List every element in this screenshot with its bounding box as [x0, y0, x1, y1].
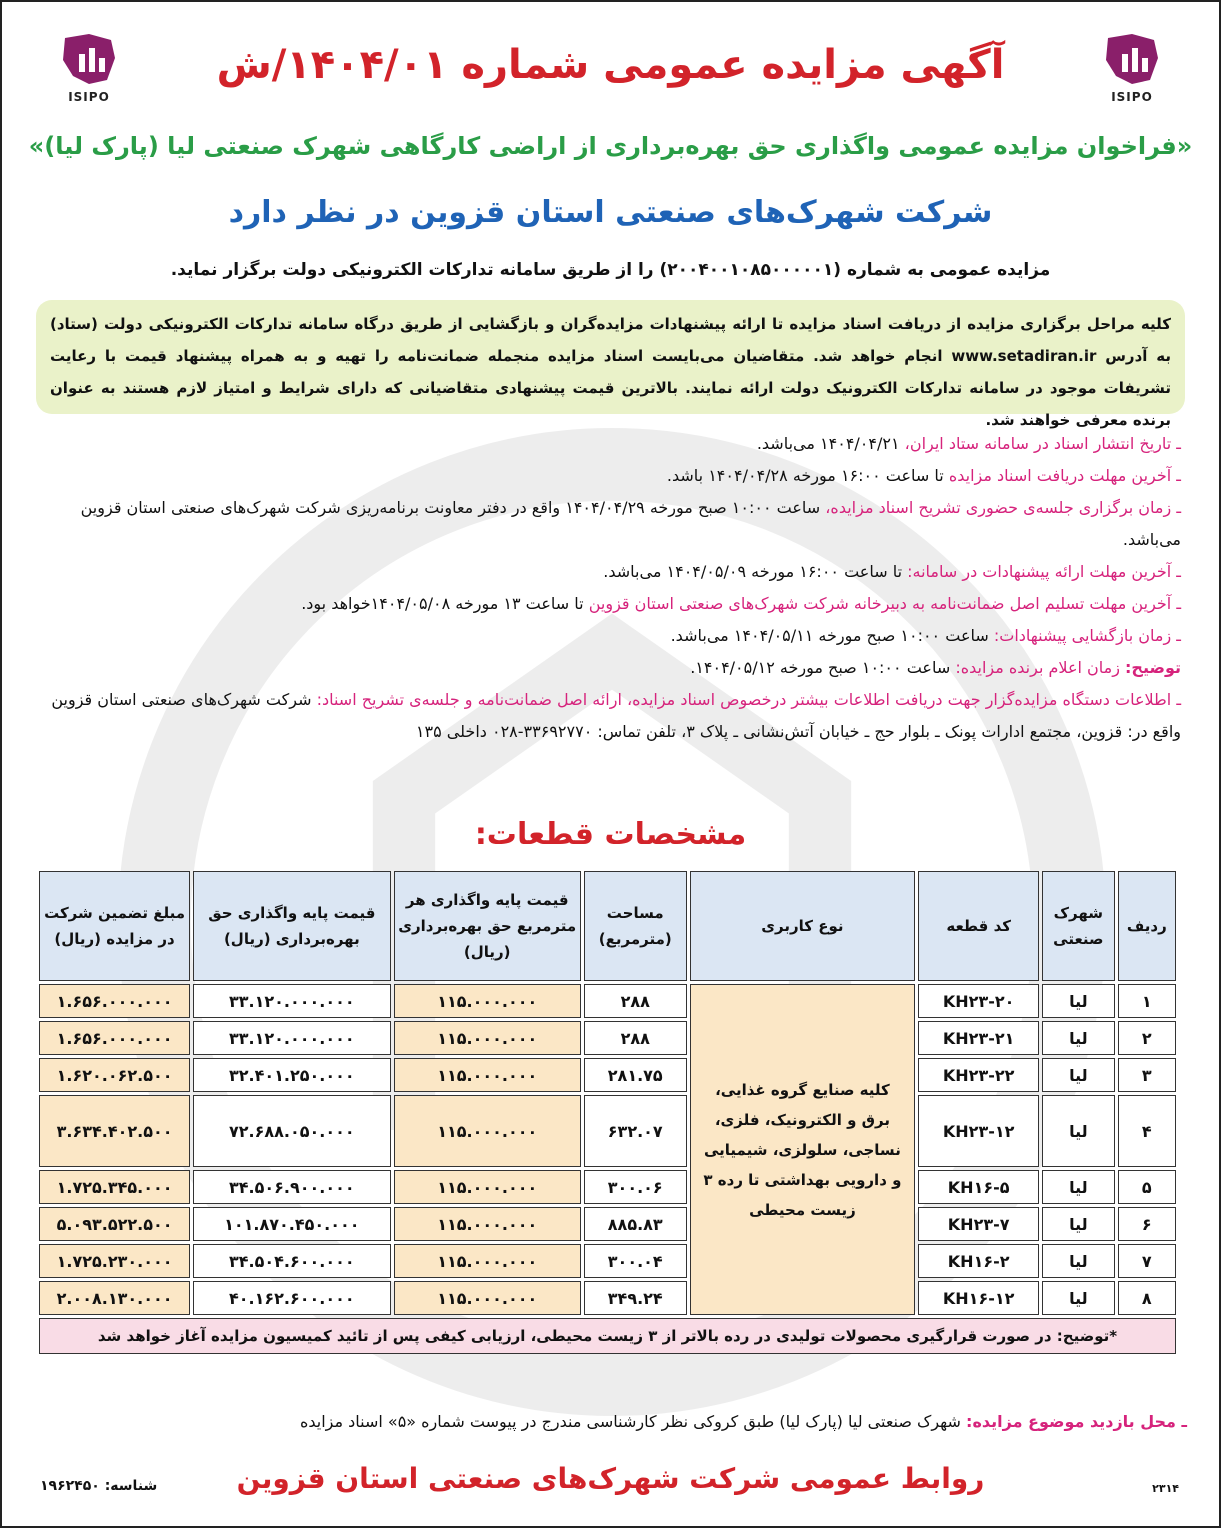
list-item: ـ اطلاعات دستگاه مزایده‌گزار جهت دریافت اطلاعات بیشتر درخصوص اسناد مزایده، ارائه اصل ضمانت‌نامه و جلسه‌ی تشریح اسناد: شرکت شهرک‌های صنعتی استان قزوین واقع در: قزوین، مجتمع ادارات پونک ـ بلوار حج ـ خیابان آتش‌نشانی ـ پلاک ۳، تلفن تماس: ۳۳۶۹۲۷۷۰-۰۲۸ داخلی ۱۳۵ [51, 690, 1181, 741]
cell-park: لیا [1042, 984, 1115, 1018]
cell-park: لیا [1042, 1207, 1115, 1241]
cell-area: ۲۸۱.۷۵ [584, 1058, 687, 1092]
plots-table [36, 868, 1179, 1357]
list-item: ـ زمان بازگشایی پیشنهادات: ساعت ۱۰:۰۰ صبح مورخه ۱۴۰۴/۰۵/۱۱ می‌باشد. [670, 626, 1181, 645]
col-unit-price: قیمت پایه واگذاری هر مترمربع حق بهره‌برداری (ریال) [394, 871, 581, 981]
visit-location: ـ محل بازدید موضوع مزایده: شهرک صنعتی لیا (پارک لیا) طبق کروکی نظر کارشناسی مندرج در پیوست شماره «۵» اسناد مزایده [299, 1412, 1187, 1431]
table-row [39, 1021, 1176, 1055]
list-item: ـ آخرین مهلت تسلیم اصل ضمانت‌نامه به دبیرخانه شرکت شهرک‌های صنعتی استان قزوین تا ساعت ۱۳ مورخه ۱۴۰۴/۰۵/۰۸خواهد بود. [301, 594, 1181, 613]
procedure-box: کلیه مراحل برگزاری مزایده از دریافت اسناد مزایده تا ارائه پیشنهادات مزایده‌گران و بازگشایی از طریق درگاه سامانه تدارکات الکترونیکی دولت (ستاد) به آدرس www.setadiran.ir انجام خواهد شد. متقاضیان می‌بایست اسناد مزایده منجمله ضمانت‌نامه را تهیه و به همراه پیشنهاد قیمت با رعایت تشریفات موجود در سامانه تدارکات الکترونیک دولت ارائه نمایند. بالاترین قیمت پیشنهادی متقاضیانی که دارای شرایط و امتیاز لازم هستند به عنوان برنده معرفی خواهند شد. [36, 300, 1185, 414]
cell-code: KH۱۶-۵ [918, 1170, 1039, 1204]
cell-guarantee: ۲.۰۰۸.۱۳۰.۰۰۰ [39, 1281, 190, 1315]
cell-unit-price: ۱۱۵.۰۰۰.۰۰۰ [394, 984, 581, 1018]
cell-code: KH۲۳-۲۰ [918, 984, 1039, 1018]
cell-area: ۲۸۸ [584, 984, 687, 1018]
cell-unit-price: ۱۱۵.۰۰۰.۰۰۰ [394, 1244, 581, 1278]
col-code: کد قطعه [918, 871, 1039, 981]
cell-row: ۴ [1118, 1095, 1176, 1167]
cell-guarantee: ۵.۰۹۳.۵۲۲.۵۰۰ [39, 1207, 190, 1241]
list-item: ـ آخرین مهلت دریافت اسناد مزایده تا ساعت ۱۶:۰۰ مورخه ۱۴۰۴/۰۴/۲۸ باشد. [666, 466, 1181, 485]
cell-park: لیا [1042, 1244, 1115, 1278]
table-row [39, 1281, 1176, 1315]
intro-line: مزایده عمومی به شماره (۲۰۰۴۰۰۱۰۸۵۰۰۰۰۰۱) را از طریق سامانه تدارکات الکترونیکی دولت برگزار نماید. [170, 260, 1051, 280]
cell-usage: کلیه صنایع گروه غذایی، برق و الکترونیک، فلزی، نساجی، سلولزی، شیمیایی و دارویی بهداشتی تا رده ۳ زیست محیطی [690, 984, 916, 1315]
cell-area: ۳۴۹.۲۴ [584, 1281, 687, 1315]
cell-unit-price: ۱۱۵.۰۰۰.۰۰۰ [394, 1207, 581, 1241]
cell-guarantee: ۱.۶۲۰.۰۶۲.۵۰۰ [39, 1058, 190, 1092]
cell-base-price: ۳۴.۵۰۴.۶۰۰.۰۰۰ [193, 1244, 390, 1278]
cell-base-price: ۳۳.۱۲۰.۰۰۰.۰۰۰ [193, 984, 390, 1018]
cell-unit-price: ۱۱۵.۰۰۰.۰۰۰ [394, 1281, 581, 1315]
cell-park: لیا [1042, 1095, 1115, 1167]
cell-unit-price: ۱۱۵.۰۰۰.۰۰۰ [394, 1170, 581, 1204]
id-code: شناسه: ۱۹۶۲۴۵۰ [40, 1478, 158, 1494]
cell-code: KH۲۳-۲۲ [918, 1058, 1039, 1092]
cell-code: KH۲۳-۲۱ [918, 1021, 1039, 1055]
isipo-logo-left: ISIPO [54, 32, 124, 104]
cell-unit-price: ۱۱۵.۰۰۰.۰۰۰ [394, 1095, 581, 1167]
isipo-logo-icon [59, 32, 119, 90]
table-row [39, 1095, 1176, 1167]
cell-base-price: ۷۲.۶۸۸.۰۵۰.۰۰۰ [193, 1095, 390, 1167]
cell-guarantee: ۱.۶۵۶.۰۰۰.۰۰۰ [39, 1021, 190, 1055]
list-item: ـ آخرین مهلت ارائه پیشنهادات در سامانه: تا ساعت ۱۶:۰۰ مورخه ۱۴۰۴/۰۵/۰۹ می‌باشد. [603, 562, 1181, 581]
table-row [39, 1058, 1176, 1092]
cell-row: ۵ [1118, 1170, 1176, 1204]
cell-row: ۱ [1118, 984, 1176, 1018]
cell-area: ۲۸۸ [584, 1021, 687, 1055]
table-row [39, 984, 1176, 1018]
cell-row: ۶ [1118, 1207, 1176, 1241]
notice-title: آگهی مزایده عمومی شماره ۱۴۰۴/۰۱/ش [216, 42, 1005, 88]
col-usage: نوع کاربری [690, 871, 916, 981]
cell-base-price: ۴۰.۱۶۲.۶۰۰.۰۰۰ [193, 1281, 390, 1315]
cell-guarantee: ۳.۶۳۴.۴۰۲.۵۰۰ [39, 1095, 190, 1167]
schedule-list [34, 428, 1181, 748]
page-code: ۲۳۱۴ [1152, 1482, 1179, 1495]
notice-subtitle: «فراخوان مزایده عمومی واگذاری حق بهره‌برداری از اراضی کارگاهی شهرک صنعتی لیا (پارک لیا)» [28, 132, 1193, 160]
cell-base-price: ۳۴.۵۰۶.۹۰۰.۰۰۰ [193, 1170, 390, 1204]
table-header-row [39, 871, 1176, 981]
cell-row: ۲ [1118, 1021, 1176, 1055]
table-row [39, 1244, 1176, 1278]
cell-code: KH۱۶-۱۲ [918, 1281, 1039, 1315]
cell-row: ۳ [1118, 1058, 1176, 1092]
cell-area: ۳۰۰.۰۴ [584, 1244, 687, 1278]
cell-area: ۸۸۵.۸۳ [584, 1207, 687, 1241]
cell-park: لیا [1042, 1170, 1115, 1204]
cell-row: ۸ [1118, 1281, 1176, 1315]
col-row: ردیف [1118, 871, 1176, 981]
col-area: مساحت (مترمربع) [584, 871, 687, 981]
cell-code: KH۱۶-۲ [918, 1244, 1039, 1278]
cell-row: ۷ [1118, 1244, 1176, 1278]
cell-unit-price: ۱۱۵.۰۰۰.۰۰۰ [394, 1021, 581, 1055]
list-item: ـ زمان برگزاری جلسه‌ی حضوری تشریح اسناد مزایده، ساعت ۱۰:۰۰ صبح مورخه ۱۴۰۴/۰۴/۲۹ واقع در دفتر معاونت برنامه‌ریزی شرکت شهرک‌های صنعتی استان قزوین می‌باشد. [80, 498, 1181, 549]
cell-guarantee: ۱.۷۲۵.۲۳۰.۰۰۰ [39, 1244, 190, 1278]
cell-base-price: ۳۳.۱۲۰.۰۰۰.۰۰۰ [193, 1021, 390, 1055]
isipo-logo-right: ISIPO [1097, 32, 1167, 104]
cell-area: ۶۳۲.۰۷ [584, 1095, 687, 1167]
cell-area: ۳۰۰.۰۶ [584, 1170, 687, 1204]
list-item: ـ تاریخ انتشار اسناد در سامانه ستاد ایران، ۱۴۰۴/۰۴/۲۱ می‌باشد. [756, 434, 1181, 453]
cell-base-price: ۱۰۱.۸۷۰.۴۵۰.۰۰۰ [193, 1207, 390, 1241]
spec-title: مشخصات قطعات: [474, 817, 747, 852]
cell-guarantee: ۱.۶۵۶.۰۰۰.۰۰۰ [39, 984, 190, 1018]
table-note: *توضیح: در صورت قرارگیری محصولات تولیدی در رده بالاتر از ۳ زیست محیطی، ارزیابی کیفی پس از تائید کمیسیون مزایده آغاز خواهد شد [39, 1318, 1176, 1354]
table-note-row [39, 1318, 1176, 1354]
col-park: شهرک صنعتی [1042, 871, 1115, 981]
cell-unit-price: ۱۱۵.۰۰۰.۰۰۰ [394, 1058, 581, 1092]
cell-guarantee: ۱.۷۲۵.۳۴۵.۰۰۰ [39, 1170, 190, 1204]
list-item: توضیح: زمان اعلام برنده مزایده: ساعت ۱۰:۰۰ صبح مورخه ۱۴۰۴/۰۵/۱۲. [690, 658, 1181, 677]
isipo-logo-icon [1102, 32, 1162, 90]
col-guarantee: مبلغ تضمین شرکت در مزایده (ریال) [39, 871, 190, 981]
footer-signature: روابط عمومی شرکت شهرک‌های صنعتی استان قزوین [236, 1462, 985, 1495]
company-heading: شرکت شهرک‌های صنعتی استان قزوین در نظر دارد [228, 195, 993, 230]
table-row [39, 1170, 1176, 1204]
cell-base-price: ۳۲.۴۰۱.۲۵۰.۰۰۰ [193, 1058, 390, 1092]
cell-park: لیا [1042, 1021, 1115, 1055]
cell-park: لیا [1042, 1281, 1115, 1315]
table-row [39, 1207, 1176, 1241]
cell-park: لیا [1042, 1058, 1115, 1092]
col-base-price: قیمت پایه واگذاری حق بهره‌برداری (ریال) [193, 871, 390, 981]
cell-code: KH۲۳-۱۲ [918, 1095, 1039, 1167]
cell-code: KH۲۳-۷ [918, 1207, 1039, 1241]
